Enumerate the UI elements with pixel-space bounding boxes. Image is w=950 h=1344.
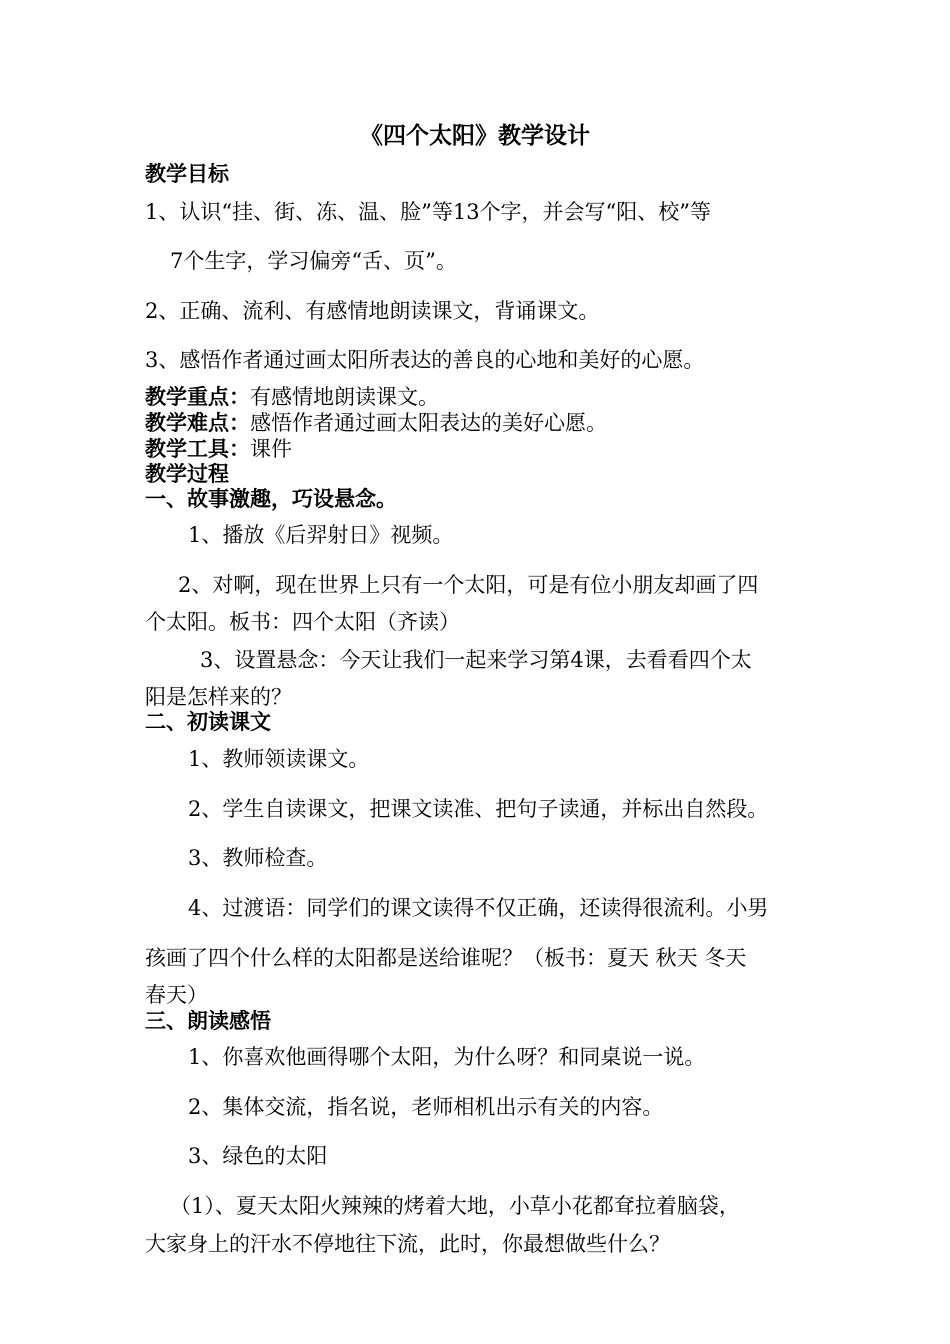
section-2-paragraph-2: 2、学生自读课文，把课文读准、把句子读通，并标出自然段。 (188, 797, 769, 821)
section-2-heading: 二、初读课文 (145, 709, 271, 734)
goal-item-1-line-1: 1、认识“挂、街、冻、温、脸”等13个字，并会写“阳、校”等 (145, 200, 712, 224)
section-1-heading: 一、故事激趣，巧设悬念。 (145, 486, 397, 511)
section-2-paragraph-1: 1、教师领读课文。 (188, 747, 370, 771)
section-2-paragraph-3: 3、教师检查。 (188, 846, 328, 870)
difficulty-row (145, 409, 825, 437)
section-3-paragraph-4-line-2: 大家身上的汗水不停地往下流，此时，你最想做些什么？ (145, 1232, 670, 1256)
section-1-paragraph-2-line-2: 个太阳。板书：四个太阳（齐读） (145, 610, 460, 634)
section-1-paragraph-3-line-1: 3、设置悬念：今天让我们一起来学习第4课，去看看四个太 (200, 648, 752, 672)
goal-item-1-line-2: 7个生字，学习偏旁“舌、页”。 (170, 249, 457, 273)
tools-label: 教学工具： (145, 436, 250, 461)
section-3-paragraph-2: 2、集体交流，指名说，老师相机出示有关的内容。 (188, 1095, 664, 1119)
section-2-paragraph-4-line-2: 孩画了四个什么样的太阳都是送给谁呢？（板书：夏天 秋天 冬天 (145, 946, 747, 970)
document-title: 《四个太阳》教学设计 (360, 122, 590, 149)
process-heading: 教学过程 (145, 461, 229, 486)
section-1-paragraph-2-line-1: 2、对啊，现在世界上只有一个太阳，可是有位小朋友却画了四 (178, 573, 759, 597)
section-2-paragraph-4-line-1: 4、过渡语：同学们的课文读得不仅正确，还读得很流利。小男 (188, 896, 769, 920)
goals-heading: 教学目标 (145, 161, 229, 186)
section-3-paragraph-4-line-1: （1）、夏天太阳火辣辣的烤着大地，小草小花都耷拉着脑袋， (170, 1194, 740, 1218)
goal-item-3: 3、感悟作者通过画太阳所表达的善良的心地和美好的心愿。 (145, 348, 705, 372)
tools-text: 课件 (250, 437, 292, 461)
key-point-row (145, 383, 825, 411)
section-3-paragraph-3: 3、绿色的太阳 (188, 1144, 328, 1168)
goal-item-2: 2、正确、流利、有感情地朗读课文，背诵课文。 (145, 299, 600, 323)
section-1-paragraph-3-line-2: 阳是怎样来的？ (145, 685, 292, 709)
key-point-label: 教学重点： (145, 384, 250, 409)
difficulty-label: 教学难点： (145, 410, 250, 435)
section-3-heading: 三、朗读感悟 (145, 1008, 271, 1033)
section-2-paragraph-4-line-3: 春天） (145, 983, 208, 1007)
difficulty-text: 感悟作者通过画太阳表达的美好心愿。 (250, 411, 607, 435)
key-point-text: 有感情地朗读课文。 (250, 385, 439, 409)
section-3-paragraph-1: 1、你喜欢他画得哪个太阳，为什么呀？和同桌说一说。 (188, 1045, 706, 1069)
tools-row (145, 435, 825, 463)
section-1-paragraph-1: 1、播放《后羿射日》视频。 (188, 523, 454, 547)
